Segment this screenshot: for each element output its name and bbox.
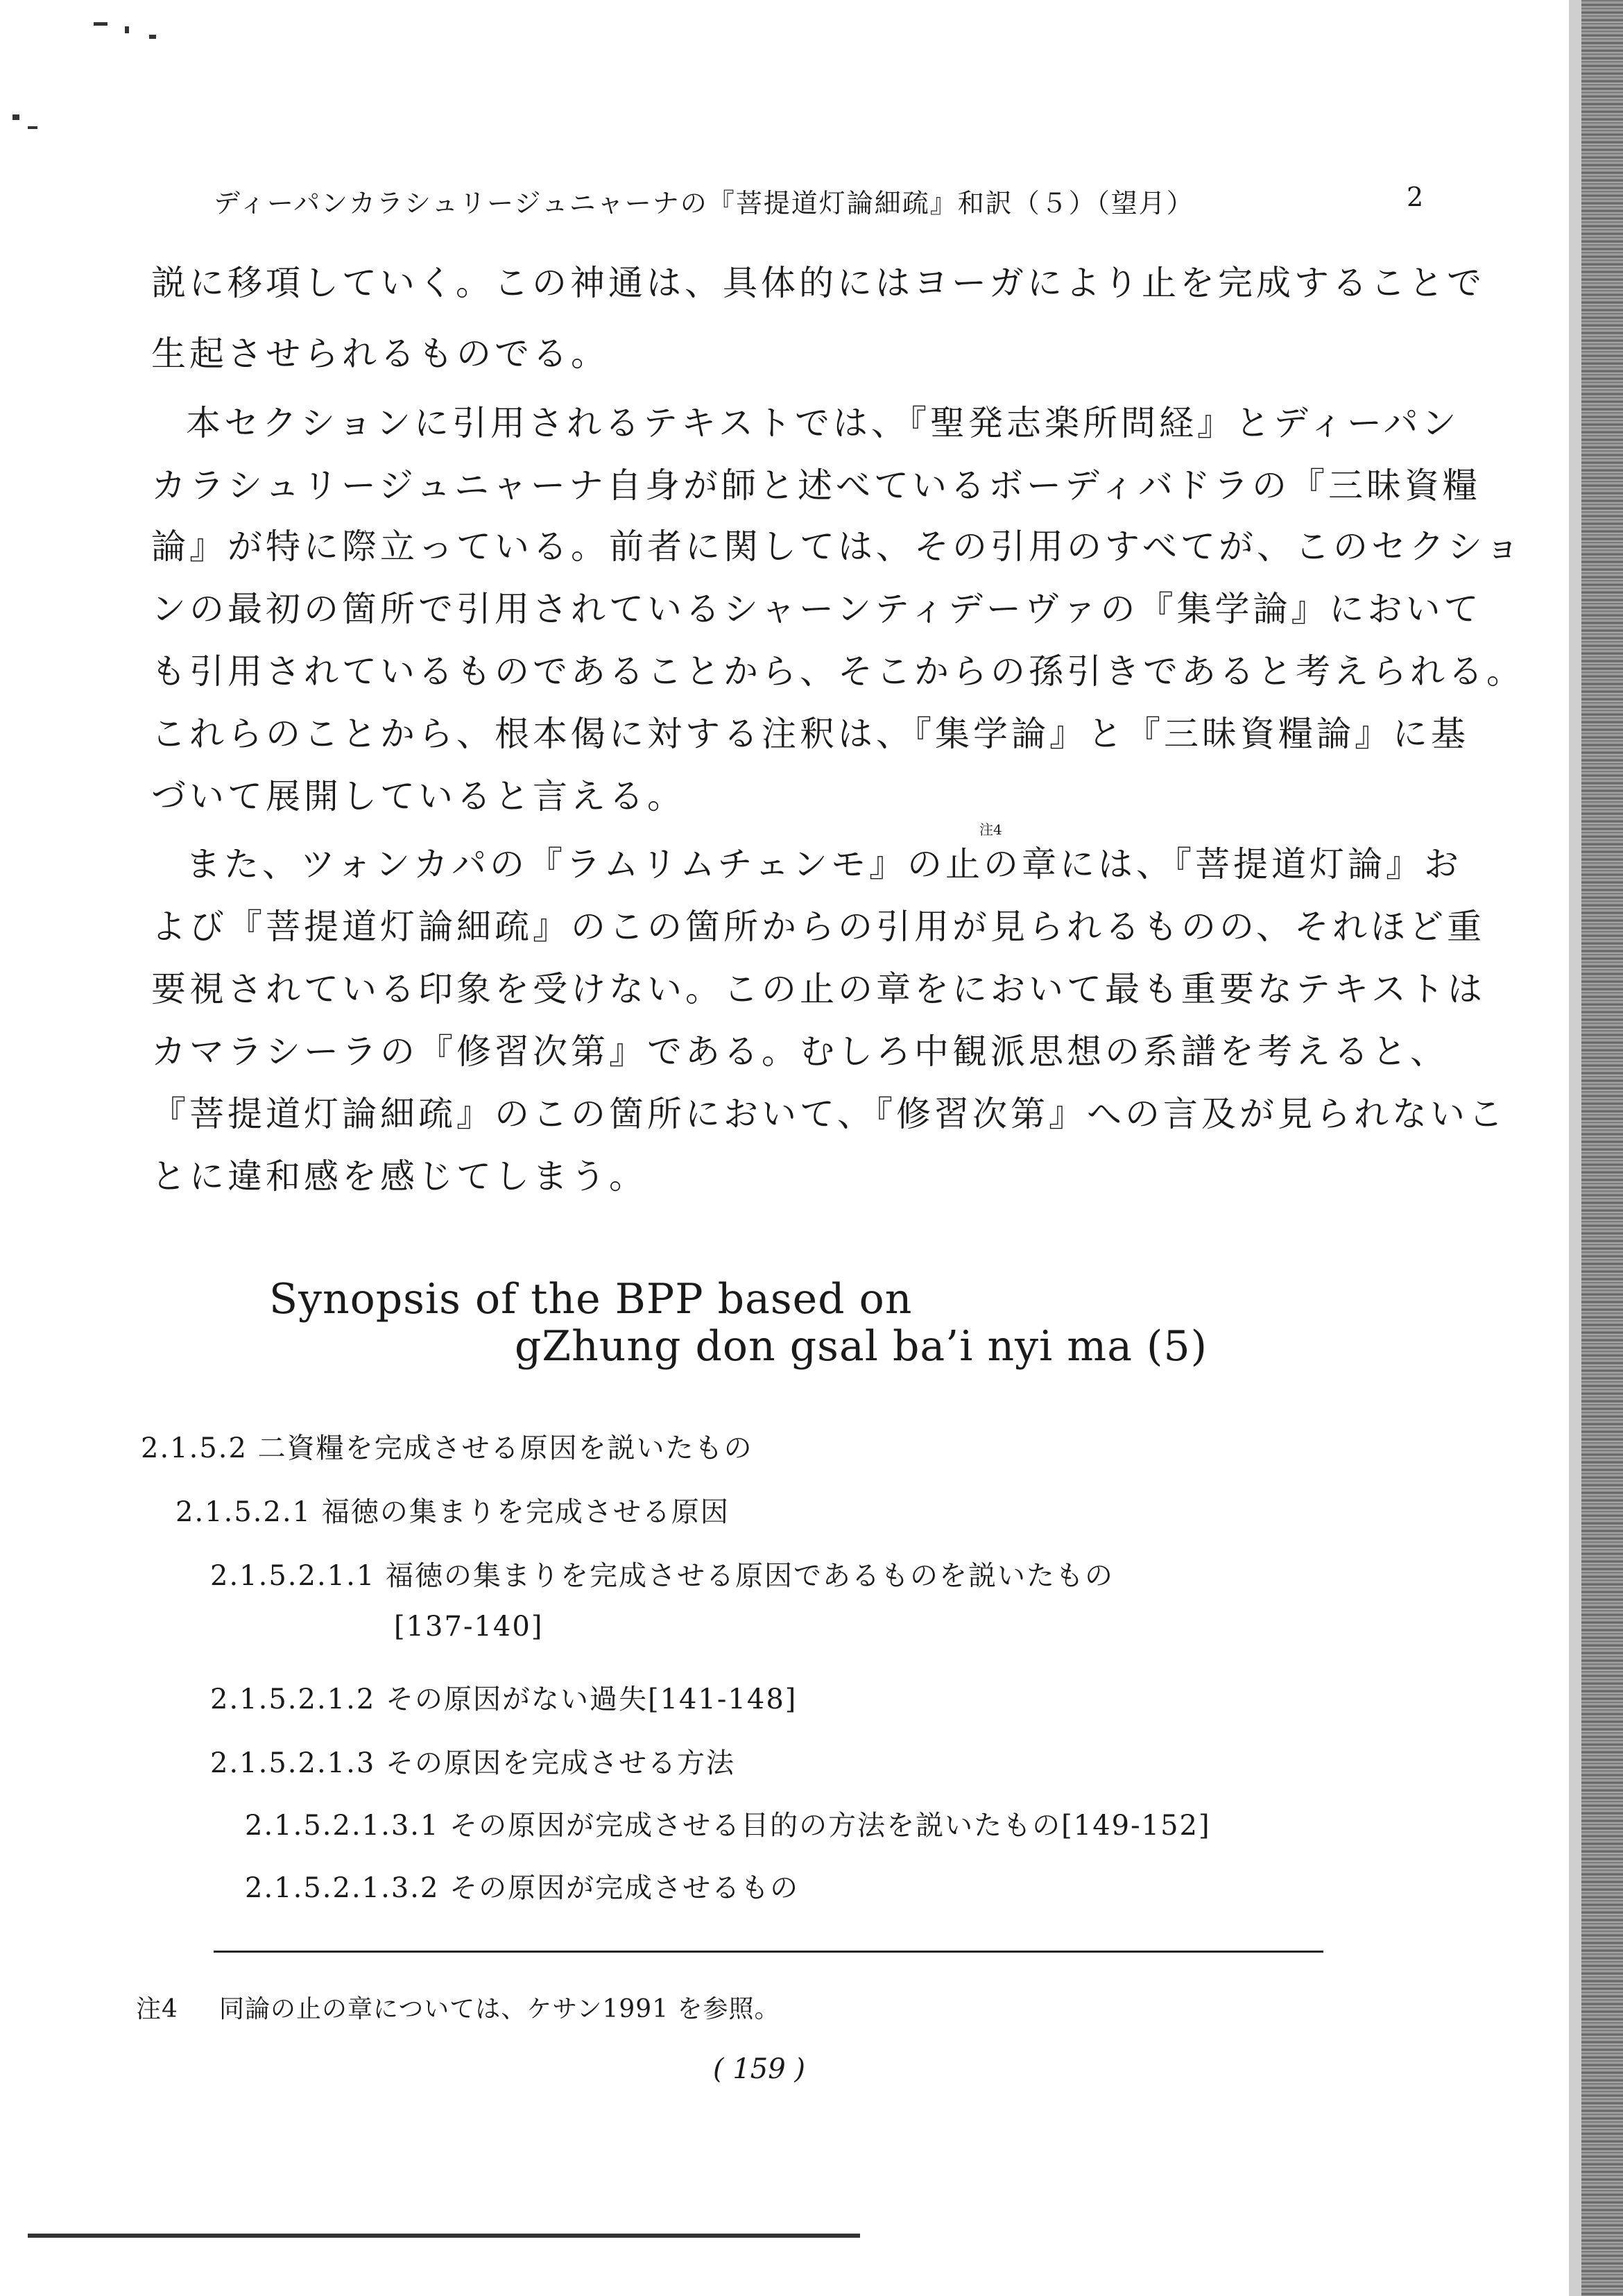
scan-speck	[12, 114, 19, 120]
outline-item: 2.1.5.2.1.2 その原因がない過失[141-148]	[210, 1684, 798, 1715]
body-line: 『菩提道灯論細疏』のこの箇所において、『修習次第』への言及が見られないこ	[151, 1094, 1506, 1134]
outline-item: 2.1.5.2 二資糧を完成させる原因を説いたもの	[141, 1432, 753, 1464]
scan-speck	[149, 35, 156, 39]
outline-item: 2.1.5.2.1.3.2 その原因が完成させるもの	[245, 1872, 800, 1904]
outline-item: 2.1.5.2.1.3 その原因を完成させる方法	[210, 1747, 735, 1779]
body-line: 説に移項していく。この神通は、具体的にはヨーガにより止を完成することで	[151, 263, 1485, 303]
scan-edge-light	[1569, 0, 1581, 2296]
body-line: 生起させられるものでる。	[151, 334, 609, 374]
body-line: も引用されているものであることから、そこからの孫引きであると考えられる。	[151, 651, 1525, 692]
scan-speck	[94, 22, 108, 26]
body-line: 論』が特に際立っている。前者に関しては、その引用のすべてが、このセクショ	[151, 526, 1523, 567]
body-line: よび『菩提道灯論細疏』のこの箇所からの引用が見られるものの、それほど重	[151, 907, 1485, 947]
footnote-text: 同論の止の章については、ケサン1991 を参照。	[219, 1995, 780, 2023]
synopsis-heading-line-1: Synopsis of the BPP based on	[269, 1275, 913, 1323]
outline-item: 2.1.5.2.1.3.1 その原因が完成させる目的の方法を説いたもの[149-152]	[245, 1810, 1211, 1842]
synopsis-heading-line-2: gZhung don gsal ba’i nyi ma (5)	[515, 1322, 1208, 1371]
body-line: これらのことから、根本偈に対する注釈は、『集学論』と『三昧資糧論』に基	[151, 714, 1469, 754]
body-line: とに違和感を感じてしまう。	[151, 1156, 647, 1197]
scan-edge-shadow	[1581, 0, 1623, 2296]
scan-speck	[125, 26, 129, 33]
body-line: また、ツォンカパの『ラムリムチェンモ』の止の章には、『菩提道灯論』お	[186, 844, 1462, 884]
body-line: カラシュリージュニャーナ自身が師と述べているボーディバドラの『三昧資糧	[151, 465, 1481, 506]
scan-speck	[28, 126, 37, 129]
body-line: 要視されている印象を受けない。この止の章をにおいて最も重要なテキストは	[151, 969, 1486, 1009]
outline-item: 2.1.5.2.1.1 福徳の集まりを完成させる原因であるものを説いたもの	[210, 1560, 1114, 1592]
footnote-rule	[214, 1951, 1323, 1953]
folio-page-number: ( 159 )	[713, 2053, 805, 2085]
footnote-reference-mark: 注4	[979, 821, 1002, 838]
running-header-page-number: 2	[1407, 182, 1424, 212]
outline-item: [137-140]	[394, 1611, 544, 1643]
running-header-title: ディーパンカラシュリージュニャーナの『菩提道灯論細疏』和訳（５）（望月）	[214, 188, 1194, 219]
scan-speck	[28, 2234, 860, 2238]
body-line: ンの最初の箇所で引用されているシャーンティデーヴァの『集学論』において	[151, 589, 1482, 629]
body-line: づいて展開していると言える。	[151, 776, 685, 816]
body-line: 本セクションに引用されるテキストでは、『聖発志楽所問経』とディーパン	[186, 403, 1460, 443]
footnote-label: 注4	[136, 1995, 178, 2023]
outline-item: 2.1.5.2.1 福徳の集まりを完成させる原因	[175, 1496, 730, 1528]
body-line: カマラシーラの『修習次第』である。むしろ中観派思想の系譜を考えると、	[151, 1031, 1448, 1072]
